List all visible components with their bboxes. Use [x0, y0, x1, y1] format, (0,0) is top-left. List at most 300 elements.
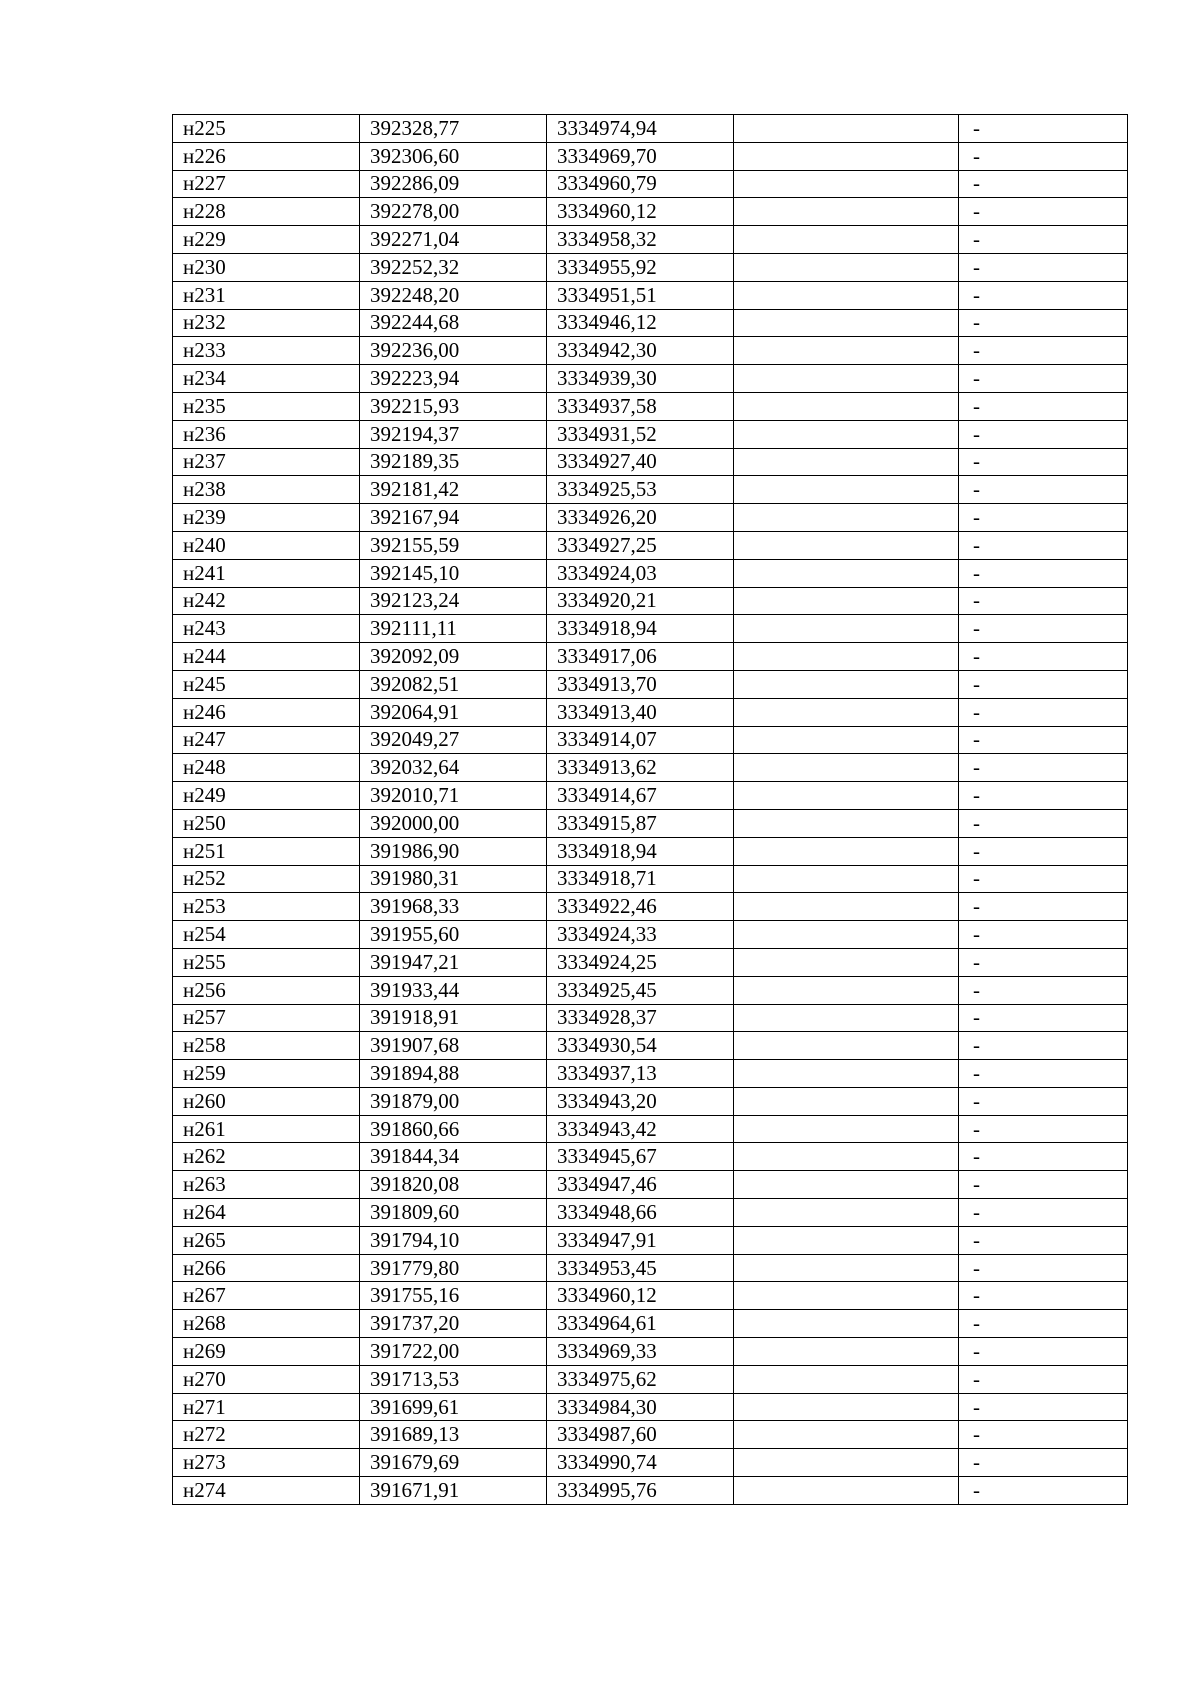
- x-coordinate-cell: 392189,35: [360, 448, 547, 476]
- x-coordinate-cell: 392010,71: [360, 782, 547, 810]
- extra-cell: -: [959, 893, 1128, 921]
- x-coordinate-cell: 392194,37: [360, 420, 547, 448]
- point-id-cell: н269: [173, 1338, 360, 1366]
- x-coordinate-cell: 391894,88: [360, 1060, 547, 1088]
- empty-cell: [734, 1226, 959, 1254]
- extra-cell: -: [959, 392, 1128, 420]
- extra-cell: -: [959, 365, 1128, 393]
- x-coordinate-cell: 392111,11: [360, 615, 547, 643]
- x-coordinate-cell: 391671,91: [360, 1477, 547, 1505]
- table-row: [173, 1338, 1128, 1366]
- extra-cell: -: [959, 865, 1128, 893]
- x-coordinate-cell: 392082,51: [360, 670, 547, 698]
- table-row: [173, 754, 1128, 782]
- extra-cell: -: [959, 948, 1128, 976]
- point-id-cell: н258: [173, 1032, 360, 1060]
- extra-cell: -: [959, 1282, 1128, 1310]
- y-coordinate-cell: 3334918,94: [547, 837, 734, 865]
- x-coordinate-cell: 391689,13: [360, 1421, 547, 1449]
- empty-cell: [734, 1393, 959, 1421]
- table-row: [173, 726, 1128, 754]
- point-id-cell: н238: [173, 476, 360, 504]
- y-coordinate-cell: 3334920,21: [547, 587, 734, 615]
- empty-cell: [734, 1087, 959, 1115]
- table-row: [173, 559, 1128, 587]
- table-row: [173, 1087, 1128, 1115]
- empty-cell: [734, 643, 959, 671]
- point-id-cell: н235: [173, 392, 360, 420]
- x-coordinate-cell: 392000,00: [360, 809, 547, 837]
- x-coordinate-cell: 392049,27: [360, 726, 547, 754]
- empty-cell: [734, 115, 959, 143]
- y-coordinate-cell: 3334943,20: [547, 1087, 734, 1115]
- x-coordinate-cell: 391955,60: [360, 921, 547, 949]
- empty-cell: [734, 976, 959, 1004]
- y-coordinate-cell: 3334927,40: [547, 448, 734, 476]
- x-coordinate-cell: 392244,68: [360, 309, 547, 337]
- x-coordinate-cell: 392252,32: [360, 253, 547, 281]
- x-coordinate-cell: 391779,80: [360, 1254, 547, 1282]
- table-row: [173, 782, 1128, 810]
- table-row: [173, 1032, 1128, 1060]
- coordinates-table: [172, 114, 1128, 1505]
- y-coordinate-cell: 3334969,33: [547, 1338, 734, 1366]
- y-coordinate-cell: 3334960,79: [547, 170, 734, 198]
- empty-cell: [734, 198, 959, 226]
- empty-cell: [734, 1477, 959, 1505]
- point-id-cell: н256: [173, 976, 360, 1004]
- y-coordinate-cell: 3334951,51: [547, 281, 734, 309]
- table-row: [173, 1449, 1128, 1477]
- x-coordinate-cell: 392092,09: [360, 643, 547, 671]
- x-coordinate-cell: 392032,64: [360, 754, 547, 782]
- y-coordinate-cell: 3334939,30: [547, 365, 734, 393]
- table-row: [173, 976, 1128, 1004]
- y-coordinate-cell: 3334924,25: [547, 948, 734, 976]
- point-id-cell: н240: [173, 531, 360, 559]
- y-coordinate-cell: 3334918,94: [547, 615, 734, 643]
- empty-cell: [734, 1032, 959, 1060]
- point-id-cell: н263: [173, 1171, 360, 1199]
- y-coordinate-cell: 3334917,06: [547, 643, 734, 671]
- table-row: [173, 1254, 1128, 1282]
- point-id-cell: н255: [173, 948, 360, 976]
- empty-cell: [734, 1004, 959, 1032]
- table-row: [173, 226, 1128, 254]
- x-coordinate-cell: 391933,44: [360, 976, 547, 1004]
- x-coordinate-cell: 391737,20: [360, 1310, 547, 1338]
- y-coordinate-cell: 3334924,33: [547, 921, 734, 949]
- x-coordinate-cell: 392123,24: [360, 587, 547, 615]
- extra-cell: -: [959, 115, 1128, 143]
- x-coordinate-cell: 391755,16: [360, 1282, 547, 1310]
- x-coordinate-cell: 392064,91: [360, 698, 547, 726]
- table-row: [173, 893, 1128, 921]
- y-coordinate-cell: 3334924,03: [547, 559, 734, 587]
- extra-cell: -: [959, 643, 1128, 671]
- point-id-cell: н251: [173, 837, 360, 865]
- empty-cell: [734, 948, 959, 976]
- y-coordinate-cell: 3334946,12: [547, 309, 734, 337]
- point-id-cell: н231: [173, 281, 360, 309]
- table-row: [173, 170, 1128, 198]
- x-coordinate-cell: 391679,69: [360, 1449, 547, 1477]
- y-coordinate-cell: 3334942,30: [547, 337, 734, 365]
- empty-cell: [734, 1171, 959, 1199]
- extra-cell: -: [959, 1421, 1128, 1449]
- point-id-cell: н227: [173, 170, 360, 198]
- y-coordinate-cell: 3334937,13: [547, 1060, 734, 1088]
- point-id-cell: н253: [173, 893, 360, 921]
- x-coordinate-cell: 391879,00: [360, 1087, 547, 1115]
- point-id-cell: н265: [173, 1226, 360, 1254]
- table-row: [173, 1226, 1128, 1254]
- y-coordinate-cell: 3334960,12: [547, 198, 734, 226]
- point-id-cell: н225: [173, 115, 360, 143]
- point-id-cell: н250: [173, 809, 360, 837]
- empty-cell: [734, 420, 959, 448]
- x-coordinate-cell: 392271,04: [360, 226, 547, 254]
- empty-cell: [734, 726, 959, 754]
- point-id-cell: н257: [173, 1004, 360, 1032]
- table-row: [173, 1477, 1128, 1505]
- empty-cell: [734, 281, 959, 309]
- empty-cell: [734, 615, 959, 643]
- empty-cell: [734, 1115, 959, 1143]
- y-coordinate-cell: 3334914,07: [547, 726, 734, 754]
- empty-cell: [734, 921, 959, 949]
- x-coordinate-cell: 391699,61: [360, 1393, 547, 1421]
- extra-cell: -: [959, 226, 1128, 254]
- x-coordinate-cell: 391918,91: [360, 1004, 547, 1032]
- empty-cell: [734, 309, 959, 337]
- empty-cell: [734, 1282, 959, 1310]
- point-id-cell: н266: [173, 1254, 360, 1282]
- empty-cell: [734, 754, 959, 782]
- extra-cell: -: [959, 476, 1128, 504]
- table-row: [173, 115, 1128, 143]
- y-coordinate-cell: 3334914,67: [547, 782, 734, 810]
- table-row: [173, 615, 1128, 643]
- table-row: [173, 1421, 1128, 1449]
- x-coordinate-cell: 391947,21: [360, 948, 547, 976]
- y-coordinate-cell: 3334958,32: [547, 226, 734, 254]
- point-id-cell: н252: [173, 865, 360, 893]
- empty-cell: [734, 1254, 959, 1282]
- y-coordinate-cell: 3334975,62: [547, 1365, 734, 1393]
- point-id-cell: н236: [173, 420, 360, 448]
- point-id-cell: н254: [173, 921, 360, 949]
- table-row: [173, 198, 1128, 226]
- extra-cell: -: [959, 1477, 1128, 1505]
- x-coordinate-cell: 391794,10: [360, 1226, 547, 1254]
- table-row: [173, 1199, 1128, 1227]
- empty-cell: [734, 392, 959, 420]
- point-id-cell: н234: [173, 365, 360, 393]
- y-coordinate-cell: 3334931,52: [547, 420, 734, 448]
- y-coordinate-cell: 3334945,67: [547, 1143, 734, 1171]
- x-coordinate-cell: 392155,59: [360, 531, 547, 559]
- x-coordinate-cell: 391986,90: [360, 837, 547, 865]
- extra-cell: -: [959, 420, 1128, 448]
- extra-cell: -: [959, 1199, 1128, 1227]
- y-coordinate-cell: 3334955,92: [547, 253, 734, 281]
- y-coordinate-cell: 3334913,62: [547, 754, 734, 782]
- empty-cell: [734, 809, 959, 837]
- y-coordinate-cell: 3334925,45: [547, 976, 734, 1004]
- extra-cell: -: [959, 1226, 1128, 1254]
- table-row: [173, 337, 1128, 365]
- point-id-cell: н264: [173, 1199, 360, 1227]
- extra-cell: -: [959, 531, 1128, 559]
- x-coordinate-cell: 392215,93: [360, 392, 547, 420]
- y-coordinate-cell: 3334925,53: [547, 476, 734, 504]
- empty-cell: [734, 476, 959, 504]
- y-coordinate-cell: 3334943,42: [547, 1115, 734, 1143]
- table-row: [173, 1282, 1128, 1310]
- point-id-cell: н228: [173, 198, 360, 226]
- y-coordinate-cell: 3334990,74: [547, 1449, 734, 1477]
- table-row: [173, 1365, 1128, 1393]
- table-row: [173, 1115, 1128, 1143]
- empty-cell: [734, 226, 959, 254]
- point-id-cell: н232: [173, 309, 360, 337]
- x-coordinate-cell: 392278,00: [360, 198, 547, 226]
- y-coordinate-cell: 3334922,46: [547, 893, 734, 921]
- extra-cell: -: [959, 587, 1128, 615]
- empty-cell: [734, 337, 959, 365]
- extra-cell: -: [959, 337, 1128, 365]
- x-coordinate-cell: 391860,66: [360, 1115, 547, 1143]
- empty-cell: [734, 865, 959, 893]
- x-coordinate-cell: 392181,42: [360, 476, 547, 504]
- table-row: [173, 587, 1128, 615]
- x-coordinate-cell: 392306,60: [360, 142, 547, 170]
- table-row: [173, 1060, 1128, 1088]
- x-coordinate-cell: 392286,09: [360, 170, 547, 198]
- empty-cell: [734, 1365, 959, 1393]
- point-id-cell: н267: [173, 1282, 360, 1310]
- extra-cell: -: [959, 309, 1128, 337]
- extra-cell: -: [959, 1032, 1128, 1060]
- table-row: [173, 281, 1128, 309]
- x-coordinate-cell: 392145,10: [360, 559, 547, 587]
- empty-cell: [734, 1449, 959, 1477]
- point-id-cell: н239: [173, 504, 360, 532]
- empty-cell: [734, 1143, 959, 1171]
- extra-cell: -: [959, 1115, 1128, 1143]
- empty-cell: [734, 837, 959, 865]
- x-coordinate-cell: 391844,34: [360, 1143, 547, 1171]
- y-coordinate-cell: 3334984,30: [547, 1393, 734, 1421]
- x-coordinate-cell: 392167,94: [360, 504, 547, 532]
- point-id-cell: н242: [173, 587, 360, 615]
- point-id-cell: н271: [173, 1393, 360, 1421]
- y-coordinate-cell: 3334947,91: [547, 1226, 734, 1254]
- empty-cell: [734, 365, 959, 393]
- point-id-cell: н260: [173, 1087, 360, 1115]
- table-row: [173, 1393, 1128, 1421]
- extra-cell: -: [959, 726, 1128, 754]
- table-row: [173, 1171, 1128, 1199]
- y-coordinate-cell: 3334964,61: [547, 1310, 734, 1338]
- table-row: [173, 1004, 1128, 1032]
- point-id-cell: н272: [173, 1421, 360, 1449]
- point-id-cell: н270: [173, 1365, 360, 1393]
- coordinates-table-body: [173, 115, 1128, 1505]
- empty-cell: [734, 1060, 959, 1088]
- point-id-cell: н237: [173, 448, 360, 476]
- extra-cell: -: [959, 170, 1128, 198]
- table-row: [173, 253, 1128, 281]
- empty-cell: [734, 1338, 959, 1366]
- extra-cell: -: [959, 1171, 1128, 1199]
- y-coordinate-cell: 3334927,25: [547, 531, 734, 559]
- table-row: [173, 670, 1128, 698]
- point-id-cell: н273: [173, 1449, 360, 1477]
- x-coordinate-cell: 392223,94: [360, 365, 547, 393]
- extra-cell: -: [959, 1143, 1128, 1171]
- point-id-cell: н241: [173, 559, 360, 587]
- table-row: [173, 1310, 1128, 1338]
- extra-cell: -: [959, 837, 1128, 865]
- table-row: [173, 698, 1128, 726]
- table-row: [173, 309, 1128, 337]
- extra-cell: -: [959, 1254, 1128, 1282]
- x-coordinate-cell: 392236,00: [360, 337, 547, 365]
- point-id-cell: н229: [173, 226, 360, 254]
- empty-cell: [734, 170, 959, 198]
- point-id-cell: н230: [173, 253, 360, 281]
- extra-cell: -: [959, 670, 1128, 698]
- extra-cell: -: [959, 448, 1128, 476]
- x-coordinate-cell: 391980,31: [360, 865, 547, 893]
- point-id-cell: н259: [173, 1060, 360, 1088]
- y-coordinate-cell: 3334928,37: [547, 1004, 734, 1032]
- point-id-cell: н244: [173, 643, 360, 671]
- x-coordinate-cell: 391968,33: [360, 893, 547, 921]
- point-id-cell: н243: [173, 615, 360, 643]
- table-row: [173, 837, 1128, 865]
- point-id-cell: н245: [173, 670, 360, 698]
- point-id-cell: н248: [173, 754, 360, 782]
- y-coordinate-cell: 3334913,70: [547, 670, 734, 698]
- x-coordinate-cell: 392328,77: [360, 115, 547, 143]
- point-id-cell: н262: [173, 1143, 360, 1171]
- empty-cell: [734, 1310, 959, 1338]
- extra-cell: -: [959, 253, 1128, 281]
- y-coordinate-cell: 3334918,71: [547, 865, 734, 893]
- table-row: [173, 921, 1128, 949]
- empty-cell: [734, 1421, 959, 1449]
- empty-cell: [734, 448, 959, 476]
- extra-cell: -: [959, 754, 1128, 782]
- table-row: [173, 448, 1128, 476]
- x-coordinate-cell: 392248,20: [360, 281, 547, 309]
- table-row: [173, 142, 1128, 170]
- extra-cell: -: [959, 1060, 1128, 1088]
- point-id-cell: н261: [173, 1115, 360, 1143]
- x-coordinate-cell: 391907,68: [360, 1032, 547, 1060]
- empty-cell: [734, 893, 959, 921]
- x-coordinate-cell: 391820,08: [360, 1171, 547, 1199]
- empty-cell: [734, 782, 959, 810]
- table-row: [173, 365, 1128, 393]
- empty-cell: [734, 531, 959, 559]
- extra-cell: -: [959, 1087, 1128, 1115]
- empty-cell: [734, 1199, 959, 1227]
- extra-cell: -: [959, 559, 1128, 587]
- point-id-cell: н247: [173, 726, 360, 754]
- point-id-cell: н226: [173, 142, 360, 170]
- table-row: [173, 531, 1128, 559]
- y-coordinate-cell: 3334974,94: [547, 115, 734, 143]
- table-row: [173, 948, 1128, 976]
- extra-cell: -: [959, 782, 1128, 810]
- point-id-cell: н246: [173, 698, 360, 726]
- table-row: [173, 1143, 1128, 1171]
- table-row: [173, 643, 1128, 671]
- y-coordinate-cell: 3334987,60: [547, 1421, 734, 1449]
- y-coordinate-cell: 3334915,87: [547, 809, 734, 837]
- point-id-cell: н233: [173, 337, 360, 365]
- empty-cell: [734, 253, 959, 281]
- point-id-cell: н274: [173, 1477, 360, 1505]
- table-row: [173, 392, 1128, 420]
- extra-cell: -: [959, 504, 1128, 532]
- point-id-cell: н249: [173, 782, 360, 810]
- y-coordinate-cell: 3334960,12: [547, 1282, 734, 1310]
- empty-cell: [734, 504, 959, 532]
- extra-cell: -: [959, 142, 1128, 170]
- extra-cell: -: [959, 281, 1128, 309]
- extra-cell: -: [959, 198, 1128, 226]
- extra-cell: -: [959, 921, 1128, 949]
- extra-cell: -: [959, 615, 1128, 643]
- y-coordinate-cell: 3334953,45: [547, 1254, 734, 1282]
- y-coordinate-cell: 3334948,66: [547, 1199, 734, 1227]
- extra-cell: -: [959, 698, 1128, 726]
- table-row: [173, 809, 1128, 837]
- extra-cell: -: [959, 1338, 1128, 1366]
- y-coordinate-cell: 3334913,40: [547, 698, 734, 726]
- table-row: [173, 476, 1128, 504]
- table-row: [173, 865, 1128, 893]
- y-coordinate-cell: 3334995,76: [547, 1477, 734, 1505]
- table-row: [173, 504, 1128, 532]
- extra-cell: -: [959, 1449, 1128, 1477]
- extra-cell: -: [959, 1310, 1128, 1338]
- empty-cell: [734, 142, 959, 170]
- extra-cell: -: [959, 1393, 1128, 1421]
- y-coordinate-cell: 3334969,70: [547, 142, 734, 170]
- extra-cell: -: [959, 976, 1128, 1004]
- y-coordinate-cell: 3334947,46: [547, 1171, 734, 1199]
- empty-cell: [734, 698, 959, 726]
- extra-cell: -: [959, 809, 1128, 837]
- empty-cell: [734, 587, 959, 615]
- empty-cell: [734, 670, 959, 698]
- x-coordinate-cell: 391722,00: [360, 1338, 547, 1366]
- table-row: [173, 420, 1128, 448]
- x-coordinate-cell: 391713,53: [360, 1365, 547, 1393]
- y-coordinate-cell: 3334926,20: [547, 504, 734, 532]
- point-id-cell: н268: [173, 1310, 360, 1338]
- extra-cell: -: [959, 1004, 1128, 1032]
- y-coordinate-cell: 3334937,58: [547, 392, 734, 420]
- extra-cell: -: [959, 1365, 1128, 1393]
- y-coordinate-cell: 3334930,54: [547, 1032, 734, 1060]
